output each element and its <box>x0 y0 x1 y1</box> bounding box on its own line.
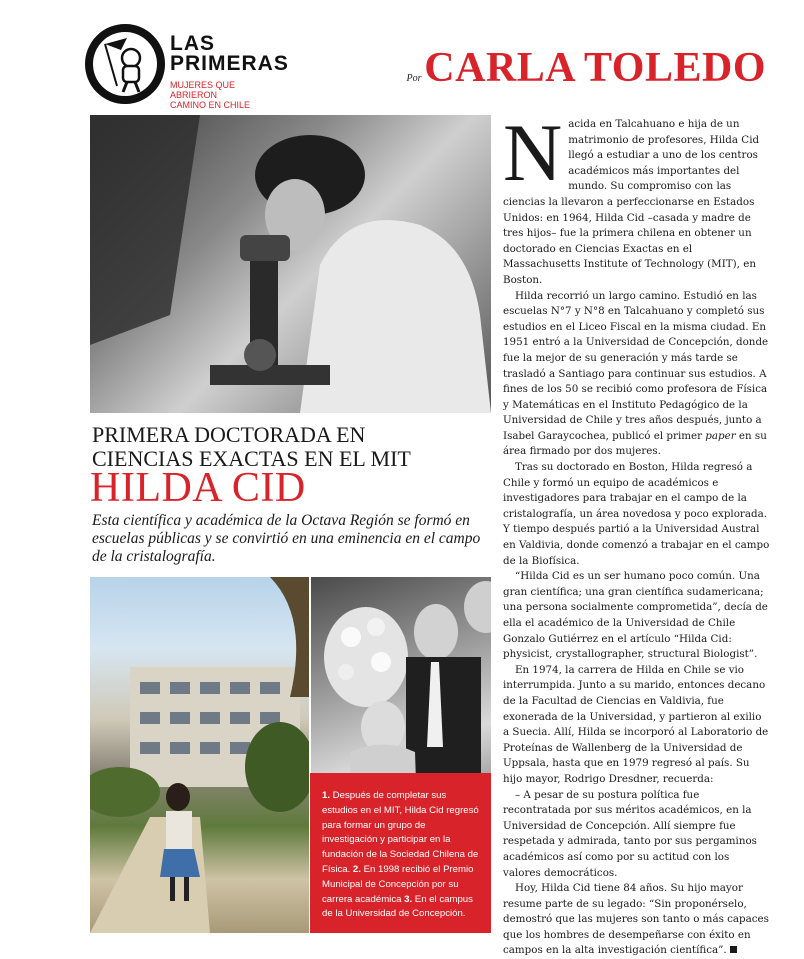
astronaut-icon <box>87 26 163 102</box>
brand-logo <box>85 24 165 104</box>
headline-kicker: PRIMERA DOCTORADA EN CIENCIAS EXACTAS EN EL MIT <box>92 422 411 471</box>
brand-title: LAS PRIMERAS <box>170 32 289 75</box>
brand-subtitle: MUJERES QUE ABRIERON CAMINO EN CHILE <box>170 80 251 110</box>
headline-name: HILDA CID <box>90 465 306 511</box>
photo-campus <box>90 577 309 933</box>
article-paragraph: “Hilda Cid es un ser humano poco común. Una gran científica; una gran científica sudamericana; una persona socialmente comprometida”, decía de ella el académico de la Universidad de Chile Gonzalo Gutiérrez en el artículo “Hilda Cid: physicist, crystallographer, structural Biologist”. <box>503 570 768 661</box>
article-paragraph: Tras su doctorado en Boston, Hilda regresó a Chile y formó un equipo de académicos e investigadores para trabajar en el campo de la cristalografía, un área novedosa y poco explorada. Y tiempo después partió a la Universidad Austral en Valdivia, donde comenzó a trabajar en el campo de la Biofísica. <box>503 461 770 567</box>
article-paragraph: Hilda recorrió un largo camino. Estudió en las escuelas N°7 y N°8 en Talcahuano y completó sus estudios en el Liceo Fiscal en la misma ciudad. En 1951 entró a la Universidad de Concepción, donde fue la mejor de su generación y más tarde se trasladó a Santiago para continuar sus estudios. A fines de los 50 se recibió como profesora de Física y Matemáticas en el Instituto Pedagógico de la Universidad de Chile y tres años después, junto a Isabel Garaycochea, publicó el primer paper en su área firmado por dos mujeres. <box>503 289 769 458</box>
article-paragraph: Nacida en Talcahuano e hija de un matrimonio de profesores, Hilda Cid llegó a estudiar a uno de los centros académicos más importantes del mundo. Su compromiso con las ciencias la llevaron a perfeccionarse en Estados Unidos: en 1964, Hilda Cid –casada y madre de tres hijos– fue la primera chilena en obtener un doctorado en Ciencias Exactas en el Massachusetts Institute of Technology (MIT), en Boston. <box>503 107 760 286</box>
photo-scientist-microscope <box>90 115 491 413</box>
article-paragraph: En 1974, la carrera de Hilda en Chile se vio interrumpida. Junto a su marido, entonces decano de la Facultad de Ciencias en Valdivia, fue exonerada de la Universidad, y partieron al exilio a Suecia. Allí, Hilda se incorporó al Laboratorio de Proteínas de Wallenberg de la Universidad de Uppsala, hasta que en 1979 regresó al país. Su hijo mayor, Rodrigo Dresdner, recuerda: <box>503 663 769 785</box>
headline-lede: Esta científica y académica de la Octava Región se formó en escuelas públicas y se convirtió en una eminencia en el campo de la cristalografía. <box>92 512 481 565</box>
drop-cap: N <box>503 107 563 198</box>
end-mark-icon <box>730 946 737 953</box>
photo-caption: 1. Después de completar sus estudios en el MIT, Hilda Cid regresó para formar un grupo de investigación y participar en la fundación de la Sociedad Chilena de Física. 2. En 1998 recibió el Premio Municipal de Concepción por su carrera académica 3. En el campus de la Universidad de Concepción. <box>310 773 491 933</box>
article-paragraph: Hoy, Hilda Cid tiene 84 años. Su hijo mayor resume parte de su legado: “Sin proponérselo, demostró que las mujeres son tanto o más capaces que los hombres de desempeñarse con éxito en campos en la alta investigación científica”. <box>503 882 769 957</box>
article-body <box>503 107 770 959</box>
article-paragraph: – A pesar de su postura política fue recontratada por sus méritos académicos, en la Universidad de Concepción. Allí siempre fue respetada y admirada, tanto por sus pergaminos académicos así como por su actitud con los valores democráticos. <box>503 788 757 879</box>
byline: Por CARLA TOLEDO <box>406 45 766 91</box>
